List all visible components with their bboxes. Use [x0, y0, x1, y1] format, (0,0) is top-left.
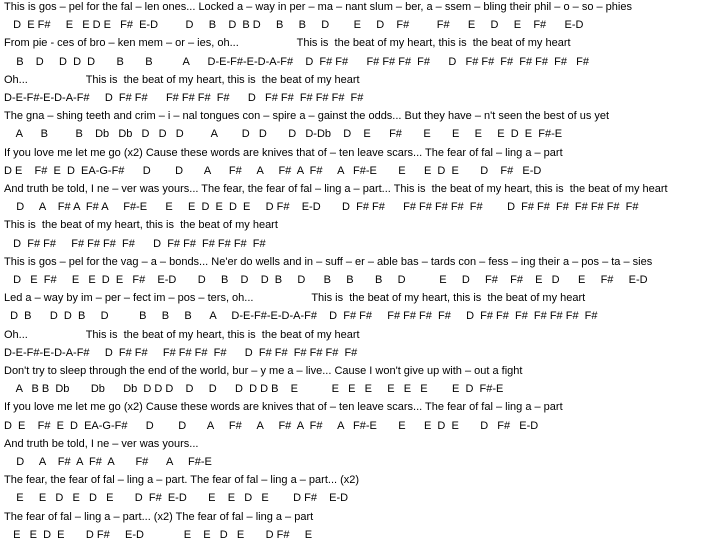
note-line: A B B Db Db Db D D D D D D D D B E E E E E E E E D F#-E	[4, 383, 504, 396]
lyric-line: And truth be told, I ne – ver was yours...	[4, 437, 199, 450]
lyric-line: If you love me let me go (x2) Cause these words are knives that of – ten leave scars... The fear of fal – ling a – part	[4, 146, 563, 159]
lyric-line: The fear, the fear of fal – ling a – part. The fear of fal – ling a – part... (x2)	[4, 474, 360, 487]
lyric-line: The gna – shing teeth and crim – i – nal tongues con – spire a – gainst the odds... But they have – n't seen the best of us yet	[4, 110, 610, 123]
note-line: D B D D B D B B B A D-E-F#-E-D-A-F# D F# F# F# F# F# F# D F# F# F# F# F# F# F#	[4, 310, 598, 323]
note-line: A B B Db Db D D D A D D D D-Db D E F# E E E E D E F#-E	[4, 128, 563, 141]
lyric-line: This is gos – pel for the fal – len ones... Locked a – way in per – ma – nant slum – ber, a – ssem – bling their phil – o – so – phies	[4, 1, 632, 13]
lyric-line: Oh... This is the beat of my heart, this is the beat of my heart	[4, 73, 360, 86]
lyric-line: Oh... This is the beat of my heart, this is the beat of my heart	[4, 328, 360, 341]
lyric-line: And truth be told, I ne – ver was yours... The fear, the fear of fal – ling a – part... This is the beat of my heart, this is the beat of my heart	[4, 183, 668, 195]
note-line: D E F# E D EA-G-F# D D A F# A F# A F# A F#-E E E D E D F# E-D	[4, 164, 542, 177]
note-line: D-E-F#-E-D-A-F# D F# F# F# F# F# F# D F# F# F# F# F# F#	[4, 346, 358, 359]
note-line: B D D D D B B A D-E-F#-E-D-A-F# D F# F# F# F# F# F# D F# F# F# F# F# F# F#	[4, 55, 589, 68]
note-line: D E F# E E D E F# E-D D B D B D B B D E D F# F# E D E F# E-D	[4, 19, 584, 32]
note-line: D A F# A F# A F# A F#-E	[4, 456, 212, 468]
lyric-line: The fear of fal – ling a – part... (x2) The fear of fal – ling a – part	[4, 510, 314, 523]
lyric-line: This is gos – pel for the vag – a – bonds... Ne'er do wells and in – suff – er – able bas – tards con – fess – ing their a – pos – ta – sies	[4, 255, 653, 268]
lyric-line: Led a – way by im – per – fect im – pos – ters, oh... This is the beat of my heart, this is the beat of my heart	[4, 292, 586, 305]
lyric-line: If you love me let me go (x2) Cause these words are knives that of – ten leave scars... The fear of fal – ling a – part	[4, 401, 563, 414]
note-line: D-E-F#-E-D-A-F# D F# F# F# F# F# F# D F# F# F# F# F# F#	[4, 92, 364, 104]
sheet-music-document	[4, 0, 706, 542]
lyric-line: This is the beat of my heart, this is the beat of my heart	[4, 219, 278, 232]
note-line: D F# F# F# F# F# F# D F# F# F# F# F# F#	[4, 237, 266, 250]
note-line: D E F# E E D E F# E-D D B D D B D B B B D E D F# F# E D E F# E-D	[4, 274, 648, 286]
lyric-line: Don't try to sleep through the end of the world, bur – y me a – live... Cause I won't give up with – out a fight	[4, 365, 523, 377]
note-line: E E D E D F# E-D E E D E D F# E	[4, 528, 313, 541]
note-line: E E D E D E D F# E-D E E D E D F# E-D	[4, 492, 349, 505]
note-line: D E F# E D EA-G-F# D D A F# A F# A F# A F#-E E E D E D F# E-D	[4, 419, 539, 432]
lyric-line: From pie - ces of bro – ken mem – or – ies, oh... This is the beat of my heart, this is the beat of my heart	[4, 37, 571, 50]
note-line: D A F# A F# A F#-E E E D E D E D F# E-D D F# F# F# F# F# F# F# D F# F# F# F# F# F# F#	[4, 201, 639, 214]
